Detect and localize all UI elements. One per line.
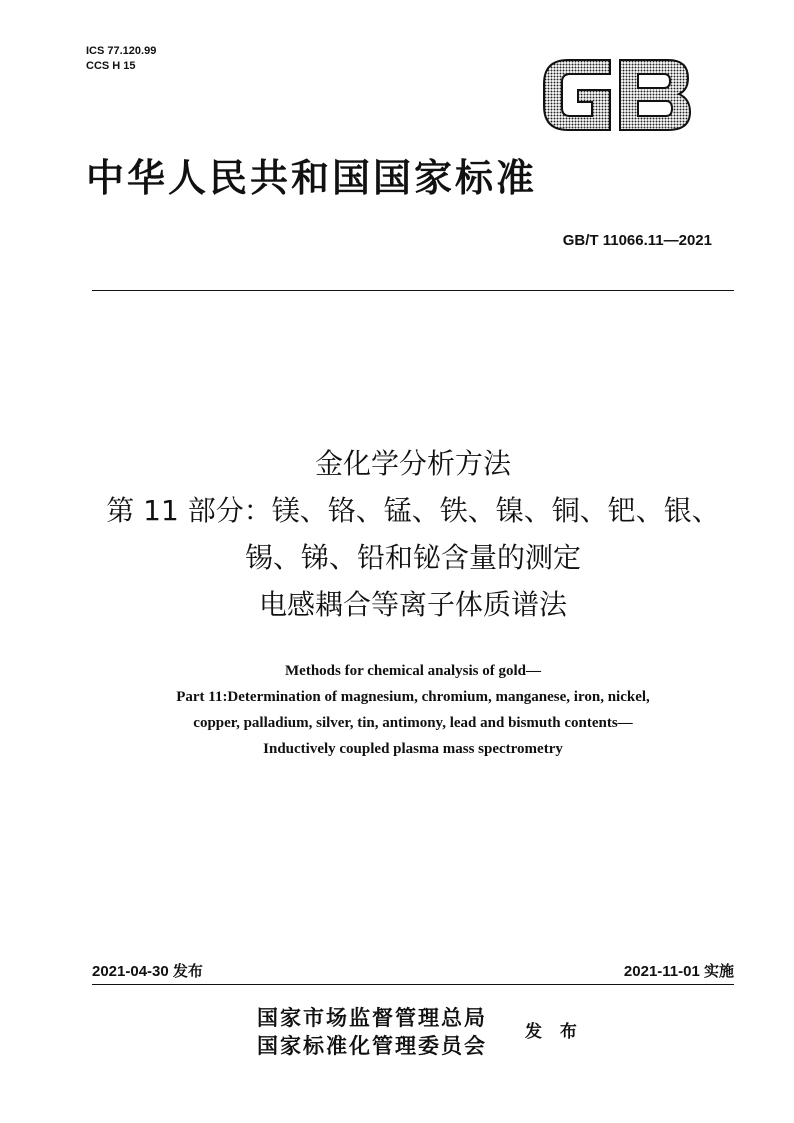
issue-label: 发 布 (525, 1022, 583, 1042)
gb-logo (538, 54, 693, 136)
chinese-title-line-1: 金化学分析方法 (314, 447, 511, 480)
chinese-title-line-4: 电感耦合等离子体质谱法 (258, 588, 567, 621)
gb-logo-graphic (538, 54, 693, 136)
issuing-agencies (257, 1004, 487, 1060)
issue-date: 2021-04-30 发布 (92, 963, 203, 980)
agency-samr: 国家市场监督管理总局 (257, 1005, 487, 1030)
english-title-line-3: copper, palladium, silver, tin, antimony, lead and bismuth contents— (193, 715, 633, 731)
english-title (92, 658, 734, 762)
english-title-line-2: Part 11:Determination of magnesium, chromium, manganese, iron, nickel, (176, 689, 650, 705)
agency-sac: 国家标准化管理委员会 (257, 1033, 487, 1058)
footer-divider (92, 984, 734, 985)
english-title-line-4: Inductively coupled plasma mass spectrometry (263, 741, 563, 757)
english-title-line-1: Methods for chemical analysis of gold— (285, 663, 541, 679)
chinese-title-line-3: 锡、锑、铅和铋含量的测定 (244, 541, 581, 574)
standard-number: GB/T 11066.11—2021 (562, 232, 712, 249)
header-divider (92, 290, 734, 291)
chinese-title-line-2: 第 11 部分：镁、铬、锰、铁、镍、铜、钯、银、 (106, 494, 720, 527)
ics-code: ICS 77.120.99 (86, 45, 157, 57)
national-standard-title: 中华人民共和国国家标准 (86, 155, 538, 200)
ccs-code: CCS H 15 (86, 60, 136, 72)
chinese-title (92, 440, 734, 628)
implementation-date: 2021-11-01 实施 (623, 963, 734, 980)
classification-codes (86, 44, 156, 74)
